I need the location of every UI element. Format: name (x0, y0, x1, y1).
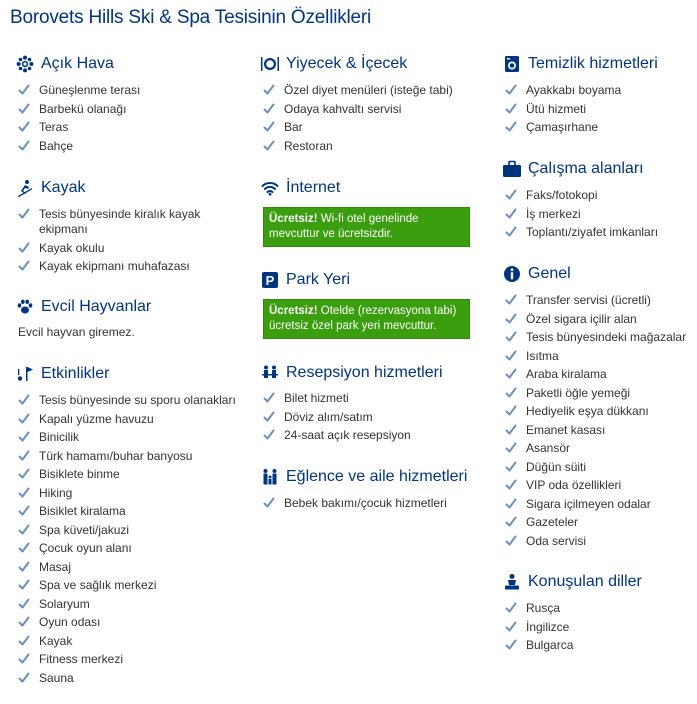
list-item-label: Tesis bünyesinde su sporu olanakları (39, 393, 236, 407)
list-item-label: Gazeteler (526, 515, 579, 529)
briefcase-icon (502, 159, 522, 179)
info-icon (502, 264, 522, 284)
list-item (15, 615, 236, 630)
list-item-label: Tesis bünyesindeki mağazalar (526, 330, 687, 344)
list-general (502, 293, 686, 552)
check-icon (18, 259, 30, 273)
list-item-label: Özel diyet menüleri (isteğe tabi) (284, 83, 453, 97)
list-languages (502, 601, 573, 657)
list-item-label: Oda servisi (526, 533, 587, 548)
badge-text: Otelde (rezervasyona tabi) ücretsiz özel park yeri mevcuttur. (269, 305, 457, 332)
list-item-label: Türk hamamı/buhar banyosu (39, 448, 193, 463)
check-icon (18, 523, 30, 537)
check-icon (18, 120, 30, 134)
section-cleaning (502, 53, 658, 75)
check-icon (18, 578, 30, 592)
check-icon (505, 423, 517, 437)
list-item (15, 560, 236, 575)
section-business (502, 158, 644, 180)
section-general (502, 263, 571, 285)
list-item-label: Çamaşırhane (526, 120, 599, 134)
internet-badge (263, 207, 470, 247)
check-icon (505, 601, 517, 615)
list-item-label: Odaya kahvaltı servisi (284, 101, 402, 116)
check-icon (18, 652, 30, 666)
list-item-label: Spa küveti/jakuzi (39, 522, 130, 537)
list-item (15, 120, 140, 135)
list-item-label: Bisiklet kiralama (39, 504, 126, 518)
list-item-label: Asansör (526, 441, 571, 455)
list-item-label: Sauna (39, 670, 74, 685)
list-item (260, 139, 453, 154)
list-item (502, 120, 621, 135)
list-item (502, 534, 686, 549)
list-item (502, 386, 686, 401)
list-item (502, 515, 686, 530)
check-icon (263, 120, 275, 134)
check-icon (505, 83, 517, 97)
list-item (502, 620, 573, 635)
list-item-label: İş merkezi (526, 206, 581, 221)
section-title: Park Yeri (286, 271, 351, 288)
washer-icon (502, 54, 522, 74)
list-item-label: Solaryum (39, 596, 90, 611)
check-icon (18, 430, 30, 444)
list-item (502, 225, 658, 240)
section-title: Konuşulan diller (528, 573, 642, 590)
check-icon (18, 393, 30, 407)
check-icon (263, 102, 275, 116)
section-reception (260, 362, 443, 384)
section-internet (260, 177, 340, 199)
list-item (502, 441, 686, 456)
list-item-label: Teras (39, 120, 69, 134)
list-item-label: Emanet kasası (526, 422, 606, 437)
svg-text:P: P (265, 273, 275, 288)
check-icon (505, 478, 517, 492)
list-item (15, 523, 236, 538)
list-item-label: Bilet hizmeti (284, 391, 349, 405)
section-languages (502, 571, 642, 593)
list-food (260, 83, 453, 157)
list-item-label: Döviz alım/satım (284, 409, 373, 424)
check-icon (263, 391, 275, 405)
list-item (260, 83, 453, 98)
list-item (15, 430, 236, 445)
list-item-label: Isıtma (526, 348, 559, 363)
check-icon (18, 102, 30, 116)
list-item (15, 597, 236, 612)
section-title: Açık Hava (41, 55, 114, 72)
list-activities (15, 393, 236, 689)
section-title: Çalışma alanları (528, 160, 644, 177)
section-title: Eğlence ve aile hizmetleri (286, 468, 468, 485)
list-item (502, 83, 621, 98)
list-item (15, 102, 140, 117)
section-food (260, 53, 407, 75)
list-item (15, 541, 236, 556)
list-item-label: Rusça (526, 601, 561, 615)
list-item (15, 634, 236, 649)
list-item-label: Binicilik (39, 430, 80, 444)
paw-icon (15, 297, 35, 317)
section-title: Etkinlikler (41, 365, 110, 382)
section-family (260, 466, 467, 488)
list-item-label: Transfer servisi (ücretli) (526, 293, 651, 307)
check-icon (18, 634, 30, 648)
list-outdoor (15, 83, 140, 157)
list-item-label: Düğün süiti (526, 459, 587, 474)
check-icon (505, 312, 517, 326)
list-ski (15, 207, 245, 278)
check-icon (263, 410, 275, 424)
list-item (502, 312, 686, 327)
section-title: Evcil Hayvanlar (41, 298, 152, 315)
list-item-label: Masaj (39, 559, 72, 574)
list-item-label: Kayak okulu (39, 240, 105, 255)
list-item (502, 330, 686, 345)
check-icon (505, 349, 517, 363)
list-item-label: Özel sigara içilir alan (526, 311, 637, 326)
list-item-label: Güneşlenme terası (39, 83, 141, 97)
list-item (15, 449, 236, 464)
check-icon (263, 496, 275, 510)
section-title: Resepsiyon hizmetleri (286, 364, 443, 381)
list-item (502, 188, 658, 203)
list-item (15, 486, 236, 501)
list-item-label: Kapalı yüzme havuzu (39, 411, 154, 426)
list-item-label: Bulgarca (526, 638, 574, 652)
check-icon (18, 615, 30, 629)
check-icon (505, 620, 517, 634)
check-icon (505, 460, 517, 474)
check-icon (505, 441, 517, 455)
list-item (15, 259, 245, 274)
list-item-label: Kayak (39, 633, 73, 648)
check-icon (505, 515, 517, 529)
check-icon (18, 504, 30, 518)
list-family (260, 496, 447, 515)
list-item-label: Oyun odası (39, 615, 101, 629)
wifi-icon (260, 178, 280, 198)
check-icon (505, 293, 517, 307)
list-item (15, 139, 140, 154)
list-item-label: Tesis bünyesinde kiralık kayak ekipmanı (39, 207, 201, 236)
section-title: Yiyecek & İçecek (286, 55, 408, 72)
section-parking (260, 269, 350, 291)
list-item (260, 410, 411, 425)
badge-strong: Ücretsiz! (269, 213, 318, 225)
badge-strong: Ücretsiz! (269, 305, 318, 317)
list-item-label: Faks/fotokopi (526, 188, 598, 202)
list-item-label: Toplantı/ziyafet imkanları (526, 225, 659, 239)
family-icon (260, 467, 280, 487)
check-icon (505, 497, 517, 511)
list-item-label: Çocuk oyun alanı (39, 541, 132, 555)
check-icon (505, 225, 517, 239)
list-cleaning (502, 83, 621, 139)
list-item (502, 102, 621, 117)
check-icon (18, 560, 30, 574)
check-icon (505, 404, 517, 418)
speaker-icon (502, 572, 522, 592)
check-icon (505, 367, 517, 381)
check-icon (18, 241, 30, 255)
check-icon (18, 541, 30, 555)
list-item (15, 393, 236, 408)
check-icon (263, 83, 275, 97)
list-item (260, 120, 453, 135)
pets-note: Evcil hayvan giremez. (18, 325, 135, 339)
sun-icon (15, 54, 35, 74)
section-title: Temizlik hizmetleri (528, 55, 658, 72)
list-item (15, 241, 245, 256)
list-item (15, 504, 236, 519)
check-icon (505, 330, 517, 344)
list-item-label: VIP oda özellikleri (526, 478, 622, 492)
list-item (260, 102, 453, 117)
list-item-label: Ayakkabı boyama (526, 83, 622, 97)
list-item (260, 391, 411, 406)
list-item (15, 578, 236, 593)
list-item-label: Paketli öğle yemeği (526, 385, 631, 400)
check-icon (18, 449, 30, 463)
reception-icon (260, 363, 280, 383)
section-title: Kayak (41, 179, 86, 196)
check-icon (505, 102, 517, 116)
check-icon (505, 386, 517, 400)
list-item-label: 24-saat açık resepsiyon (284, 428, 411, 442)
list-item (502, 404, 686, 419)
check-icon (18, 467, 30, 481)
check-icon (505, 534, 517, 548)
section-title: Genel (528, 265, 571, 282)
list-item (502, 423, 686, 438)
list-item (15, 412, 236, 427)
list-item-label: Hiking (39, 485, 73, 500)
list-item-label: Hediyelik eşya dükkanı (526, 404, 649, 418)
section-title: İnternet (286, 179, 341, 196)
check-icon (18, 486, 30, 500)
list-item (502, 349, 686, 364)
check-icon (18, 139, 30, 153)
list-item (502, 207, 658, 222)
activity-icon (15, 364, 35, 384)
check-icon (18, 412, 30, 426)
list-item-label: Araba kiralama (526, 367, 607, 381)
section-activities (15, 363, 109, 385)
list-item-label: Fitness merkezi (39, 652, 124, 666)
check-icon (18, 207, 30, 221)
list-item (15, 652, 236, 667)
check-icon (18, 83, 30, 97)
list-item (260, 496, 447, 511)
badge-text: Wi-fi otel genelinde mevcuttur ve ücretsizdir. (269, 213, 419, 240)
check-icon (18, 597, 30, 611)
list-item (502, 497, 686, 512)
list-item (502, 638, 573, 653)
list-item (260, 428, 411, 443)
check-icon (505, 207, 517, 221)
list-item-label: Sigara içilmeyen odalar (526, 496, 651, 511)
list-item (15, 83, 140, 98)
list-item-label: Restoran (284, 138, 333, 153)
list-item-label: Bisiklete binme (39, 467, 120, 481)
list-item-label: Spa ve sağlık merkezi (39, 578, 157, 592)
list-item (15, 467, 236, 482)
list-business (502, 188, 658, 244)
list-item (502, 293, 686, 308)
check-icon (263, 139, 275, 153)
check-icon (263, 428, 275, 442)
check-icon (505, 120, 517, 134)
list-item (502, 601, 573, 616)
list-item-label: İngilizce (526, 619, 570, 634)
section-outdoor (15, 53, 114, 75)
list-item-label: Bar (284, 120, 303, 134)
section-ski (15, 177, 85, 199)
section-pets (15, 296, 151, 318)
list-item (15, 207, 245, 237)
cutlery-icon (260, 54, 280, 74)
parking-icon (260, 270, 280, 290)
page-title: Borovets Hills Ski & Spa Tesisinin Özellikleri (10, 7, 372, 28)
list-item-label: Ütü hizmeti (526, 101, 587, 116)
list-item (15, 671, 236, 686)
parking-badge (263, 299, 470, 339)
list-item (502, 367, 686, 382)
skier-icon (15, 178, 35, 198)
list-item-label: Barbekü olanağı (39, 101, 127, 116)
list-item (502, 478, 686, 493)
check-icon (505, 188, 517, 202)
check-icon (505, 638, 517, 652)
list-item-label: Bebek bakımı/çocuk hizmetleri (284, 496, 447, 510)
list-reception (260, 391, 411, 447)
list-item-label: Kayak ekipmanı muhafazası (39, 259, 190, 273)
list-item (502, 460, 686, 475)
list-item-label: Bahçe (39, 138, 74, 153)
check-icon (18, 671, 30, 685)
